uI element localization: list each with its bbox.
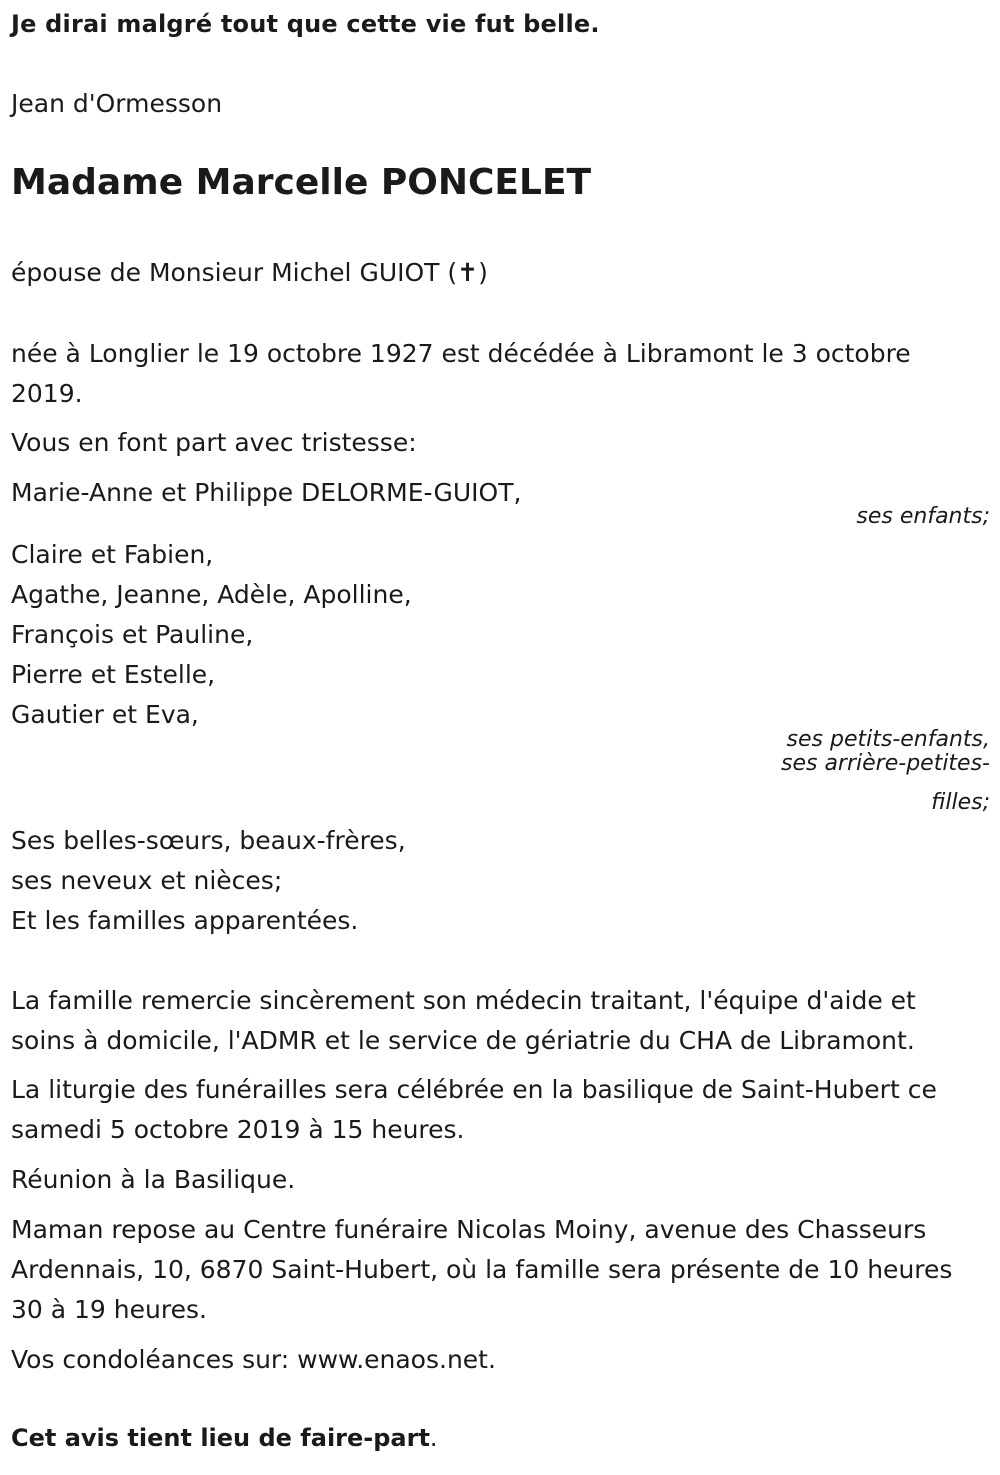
grandchildren-name: Agathe, Jeanne, Adèle, Apolline, — [11, 580, 412, 609]
other-relatives-list — [11, 821, 406, 941]
epigraph-author: Jean d'Ormesson — [11, 89, 223, 118]
great-grandchildren-relation-line: ses arrière-petites- — [781, 751, 990, 776]
thanks-paragraph: La famille remercie sincèrement son médecin traitant, l'équipe d'aide et soins à domicile, l'ADMR et le service de gériatrie du CHA de Libramont. — [11, 986, 916, 1055]
other-relatives-line: ses neveux et nièces; — [11, 866, 283, 895]
grandchildren-name: Gautier et Eva, — [11, 700, 199, 729]
closing-line — [11, 1424, 438, 1452]
great-grandchildren-relation-end: filles; — [931, 790, 990, 815]
other-relatives-line: Ses belles-sœurs, beaux-frères, — [11, 826, 406, 855]
grandchildren-name: François et Pauline, — [11, 620, 254, 649]
announce-intro: Vous en font part avec tristesse: — [11, 428, 417, 457]
rest-paragraph: Maman repose au Centre funéraire Nicolas Moiny, avenue des Chasseurs Ardennais, 10, 6870 Saint-Hubert, où la famille sera présente de 10 heures 30 à 19 heures. — [11, 1215, 953, 1324]
children-names: Marie-Anne et Philippe DELORME-GUIOT, — [11, 478, 522, 507]
grandchildren-relation — [781, 728, 990, 776]
spouse-line: épouse de Monsieur Michel GUIOT (✝) — [11, 258, 488, 287]
children-relation: ses enfants; — [856, 504, 990, 529]
grandchildren-name: Pierre et Estelle, — [11, 660, 216, 689]
deceased-name: Madame Marcelle PONCELET — [11, 162, 592, 203]
epigraph-quote: Je dirai malgré tout que cette vie fut belle. — [11, 10, 600, 38]
closing-text: Cet avis tient lieu de faire-part — [11, 1424, 430, 1452]
meeting-line: Réunion à la Basilique. — [11, 1165, 296, 1194]
grandchildren-list — [11, 535, 412, 735]
liturgy-paragraph: La liturgie des funérailles sera célébrée en la basilique de Saint-Hubert ce samedi 5 octobre 2019 à 15 heures. — [11, 1075, 937, 1144]
closing-period: . — [429, 1424, 438, 1452]
grandchildren-name: Claire et Fabien, — [11, 540, 214, 569]
condolences-line: Vos condoléances sur: www.enaos.net. — [11, 1345, 496, 1374]
birth-death-paragraph: née à Longlier le 19 octobre 1927 est décédée à Libramont le 3 octobre 2019. — [11, 339, 911, 408]
grandchildren-relation-line: ses petits-enfants, — [786, 727, 990, 752]
other-relatives-line: Et les familles apparentées. — [11, 906, 359, 935]
